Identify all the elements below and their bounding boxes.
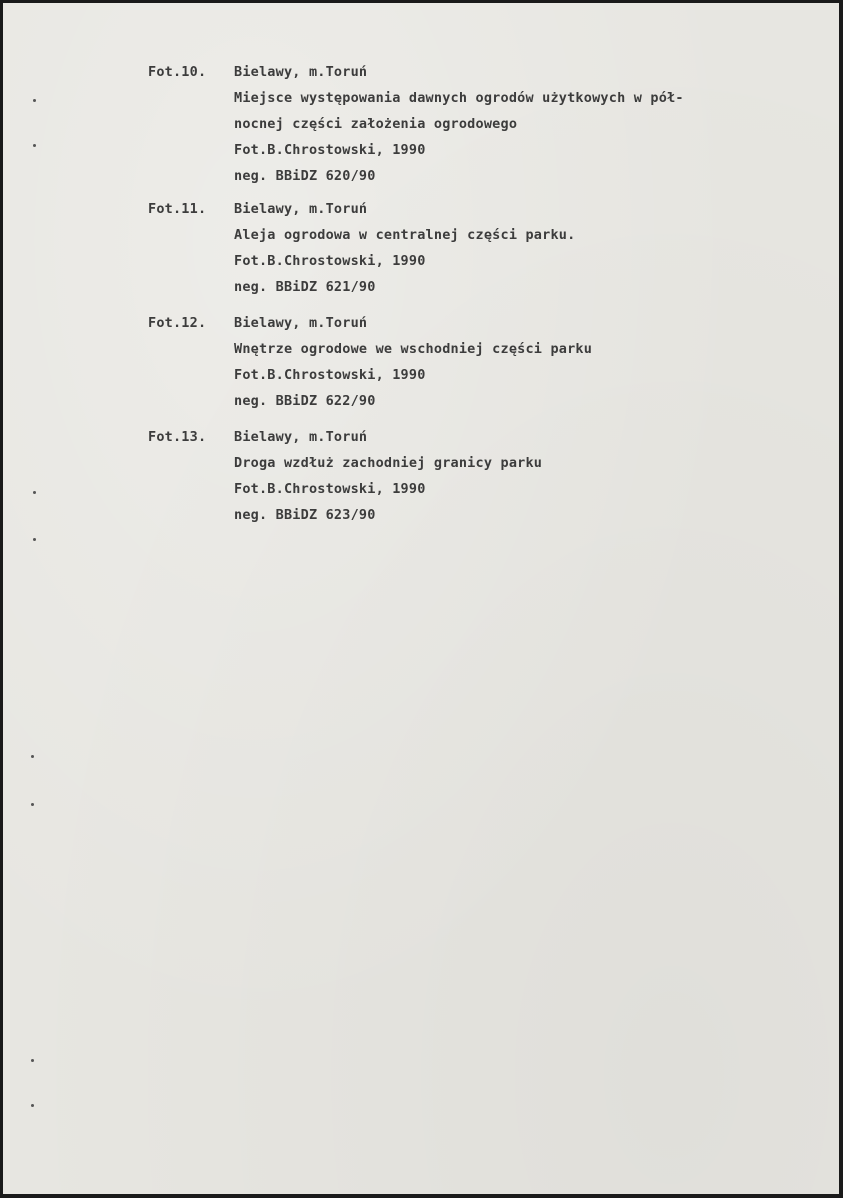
photo-credit: Fot.B.Chrostowski, 1990 xyxy=(234,253,426,269)
entry-heading xyxy=(148,424,828,450)
photo-entry xyxy=(148,424,828,528)
photo-entry xyxy=(148,196,828,300)
margin-speck xyxy=(31,1059,34,1062)
photo-description-line: Miejsce występowania dawnych ogrodów użytkowych w pół- xyxy=(234,90,684,106)
margin-speck xyxy=(33,538,36,541)
photo-negative-number: neg. BBiDZ 620/90 xyxy=(234,168,376,184)
photo-entry xyxy=(148,59,828,189)
margin-speck xyxy=(31,803,34,806)
photo-negative-number: neg. BBiDZ 622/90 xyxy=(234,393,376,409)
margin-speck xyxy=(31,1104,34,1107)
photo-number: Fot.13. xyxy=(148,429,207,445)
photo-credit: Fot.B.Chrostowski, 1990 xyxy=(234,481,426,497)
photo-description-line: Wnętrze ogrodowe we wschodniej części parku xyxy=(234,341,593,357)
photo-negative-number: neg. BBiDZ 621/90 xyxy=(234,279,376,295)
photo-credit: Fot.B.Chrostowski, 1990 xyxy=(234,367,426,383)
photo-description-line: Droga wzdłuż zachodniej granicy parku xyxy=(234,455,543,471)
photo-place: Bielawy, m.Toruń xyxy=(234,201,368,217)
margin-speck xyxy=(33,99,36,102)
photo-number: Fot.11. xyxy=(148,201,207,217)
entry-heading xyxy=(148,310,828,336)
photo-number: Fot.12. xyxy=(148,315,207,331)
margin-speck xyxy=(33,491,36,494)
entry-heading xyxy=(148,59,828,85)
photo-description-line: Aleja ogrodowa w centralnej części parku. xyxy=(234,227,576,243)
margin-speck xyxy=(31,755,34,758)
photo-credit: Fot.B.Chrostowski, 1990 xyxy=(234,142,426,158)
photo-description-line: nocnej części założenia ogrodowego xyxy=(234,116,518,132)
entry-heading xyxy=(148,196,828,222)
photo-place: Bielawy, m.Toruń xyxy=(234,315,368,331)
margin-speck xyxy=(33,144,36,147)
photo-place: Bielawy, m.Toruń xyxy=(234,429,368,445)
photo-number: Fot.10. xyxy=(148,64,207,80)
photo-place: Bielawy, m.Toruń xyxy=(234,64,368,80)
photo-entry xyxy=(148,310,828,414)
document-page xyxy=(3,3,839,1194)
photo-negative-number: neg. BBiDZ 623/90 xyxy=(234,507,376,523)
